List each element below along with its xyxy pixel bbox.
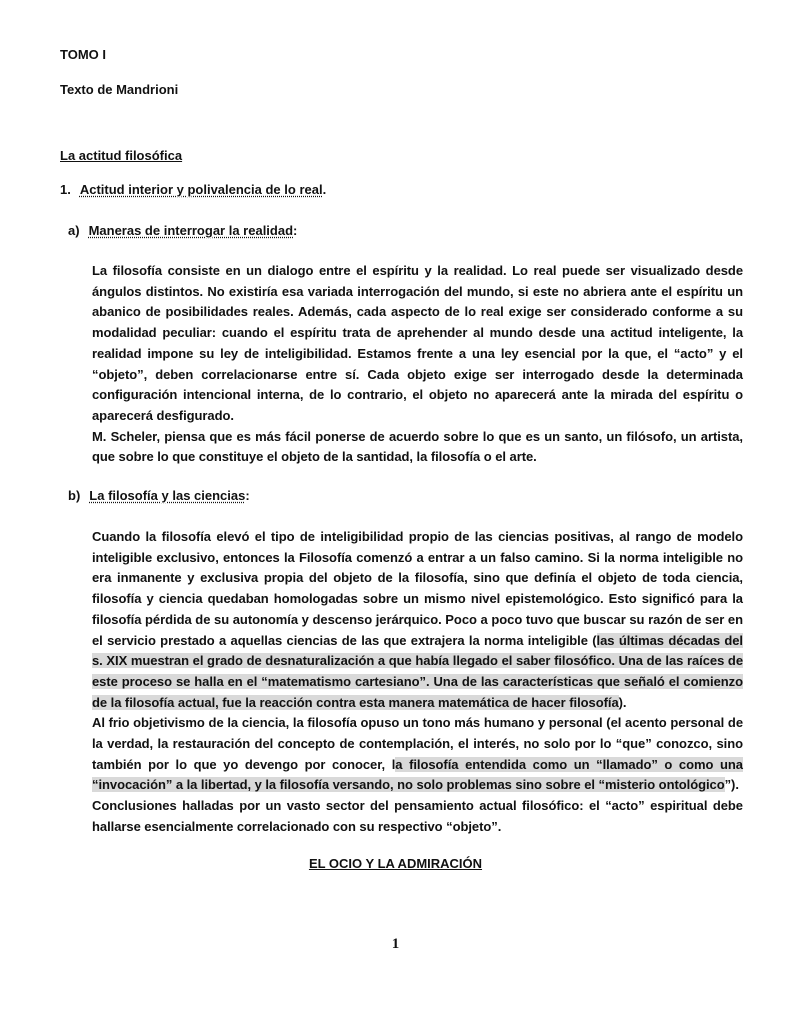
item-title: Actitud interior y polivalencia de lo real: [79, 182, 323, 197]
sub-a-punct: :: [293, 223, 298, 238]
sub-b-punct: :: [245, 488, 250, 503]
paragraph-b-1-end: ).: [618, 694, 627, 710]
paragraph-b: [92, 527, 743, 838]
sub-a-marker: a): [68, 223, 80, 238]
section-title: La actitud filosófica: [60, 148, 183, 163]
item-number: 1.: [60, 182, 71, 197]
sub-b-title: La filosofía y las ciencias: [89, 488, 246, 503]
sub-heading-b: [68, 488, 250, 503]
paragraph-a-1: [92, 261, 743, 468]
highlighted-text-2: a filosofía entendida como un “llamado” o como una “invocación” a la libertad, y la filosofía versando, no solo problemas sino sobre el “misterio ontológico: [92, 756, 743, 793]
highlighted-text-1: las últimas décadas del s. XIX muestran el grado de desnaturalización a que había llegado el saber filosófico. Una de las raíces de este proceso se halla en el “matematismo cartesiano”. Una de las características que señaló el comienzo de la filosofía actual, fue la reacción contra esta manera matemática de hacer filosofía: [92, 632, 743, 710]
author-line: Texto de Mandrioni: [60, 82, 179, 97]
sub-heading-a: [68, 223, 297, 238]
paragraph-a-1-text: La filosofía consiste en un dialogo entre el espíritu y la realidad. Lo real puede ser visualizado desde ángulos distintos. No existiría esa variada interrogación del mundo, si este no abriera ante el espíritu un abanico de posibilidades reales. Además, cada aspecto de lo real exige ser considerado conforme a su modalidad peculiar: cuando el espíritu trata de aprehender al mundo desde una actitud inteligente, la realidad impone su ley de inteligibilidad. Estamos frente a una ley esencial por la que, el “acto” y el “objeto”, deben correlacionarse entre sí. Cada objeto exige ser interrogado desde la determinada configuración intencional interna, de lo contrario, el objeto no aparecerá ante la mirada del espíritu o aparecerá desfigurado.: [92, 263, 743, 423]
volume-label: TOMO I: [60, 47, 106, 62]
numbered-heading: [60, 182, 326, 197]
paragraph-b-1-text: Cuando la filosofía elevó el tipo de inteligibilidad propio de las ciencias positivas, al rango de modelo inteligible exclusivo, entonces la Filosofía comenzó a entrar a un falso camino. Si la norma inteligible no era inmanente y exclusiva propia del objeto de la filosofía, sino que definía el objeto de toda ciencia, filosofía y ciencia quedaban homologadas sobre un mismo nivel epistemológico. Esto significó para la filosofía pérdida de su autonomía y descenso jerárquico. Poco a poco tuvo que buscar su razón de ser en el servicio prestado a aquellas ciencias de las que extrajera la norma inteligible (: [92, 529, 743, 648]
next-section-heading: EL OCIO Y LA ADMIRACIÓN: [308, 856, 483, 871]
paragraph-a-2-text: M. Scheler, piensa que es más fácil ponerse de acuerdo sobre lo que es un santo, un filósofo, un artista, que sobre lo que constituye el objeto de la santidad, la filosofía o el arte.: [92, 428, 743, 465]
paragraph-b-2-end: ”).: [724, 777, 739, 793]
page-number: 1: [391, 936, 400, 952]
item-punct: .: [322, 182, 327, 197]
sub-a-title: Maneras de interrogar la realidad: [88, 223, 294, 238]
paragraph-b-3-text: Conclusiones halladas por un vasto sector del pensamiento actual filosófico: el “acto” espiritual debe hallarse esencialmente correlacionado con su respectivo “objeto”.: [92, 798, 743, 834]
paragraph-b-2-text: Al frio objetivismo de la ciencia, la filosofía opuso un tono más humano y personal (el acento personal de la verdad, la restauración del concepto de contemplación, el interés, no solo por lo “que” conozco, sino también por lo que yo devengo por conocer, l: [92, 715, 743, 772]
sub-b-marker: b): [68, 488, 81, 503]
